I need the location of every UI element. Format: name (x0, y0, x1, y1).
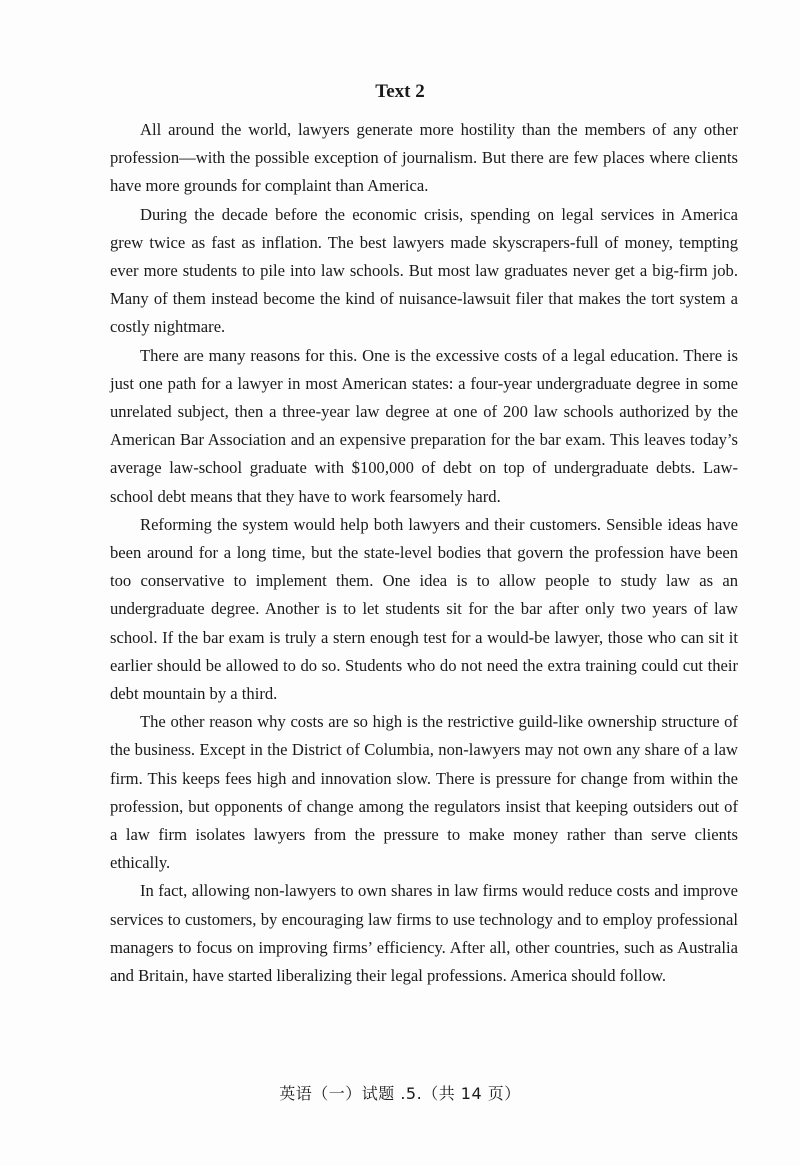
paragraph-1: All around the world, lawyers generate more hostility than the members of any other profession—with the possible exception of journalism. But there are few places where clients have more grounds for complaint than America. (110, 120, 738, 196)
paragraph-3: There are many reasons for this. One is the excessive costs of a legal education. There is just one path for a lawyer in most American states: a four-year undergraduate degree in some unrelated subject, then a three-year law degree at one of 200 law schools authorized by the American Bar Association and an expensive preparation for the bar exam. This leaves today’s average law-school graduate with $100,000 of debt on top of undergraduate debts. Law-school debt means that they have to work fearsomely hard. (110, 345, 738, 506)
paragraph-4: Reforming the system would help both lawyers and their customers. Sensible ideas have been around for a long time, but the state-level bodies that govern the profession have been too conservative to implement them. One idea is to allow people to study law as an undergraduate degree. Another is to let students sit for the bar after only two years of law school. If the bar exam is truly a stern enough test for a would-be lawyer, those who can sit it earlier should be allowed to do so. Students who do not need the extra training could cut their debt mountain by a third. (110, 514, 738, 704)
article-body (110, 116, 738, 990)
paragraph-6: In fact, allowing non-lawyers to own shares in law firms would reduce costs and improve services to customers, by encouraging law firms to use technology and to employ professional managers to focus on improving firms’ efficiency. After all, other countries, such as Australia and Britain, have started liberalizing their legal professions. America should follow. (110, 881, 738, 986)
paragraph-5: The other reason why costs are so high is the restrictive guild-like ownership structure of the business. Except in the District of Columbia, non-lawyers may not own any share of a law firm. This keeps fees high and innovation slow. There is pressure for change from within the profession, but opponents of change among the regulators insist that keeping outsiders out of a law firm isolates lawyers from the pressure to make money rather than serve clients ethically. (110, 712, 738, 873)
paragraph-2: During the decade before the economic crisis, spending on legal services in America grew twice as fast as inflation. The best lawyers made skyscrapers-full of money, tempting ever more students to pile into law schools. But most law graduates never get a big-firm job. Many of them instead become the kind of nuisance-lawsuit filer that makes the tort system a costly nightmare. (110, 204, 738, 337)
page-footer: 英语（一）试题 .5.（共 14 页） (279, 1084, 521, 1103)
document-title: Text 2 (375, 81, 425, 102)
